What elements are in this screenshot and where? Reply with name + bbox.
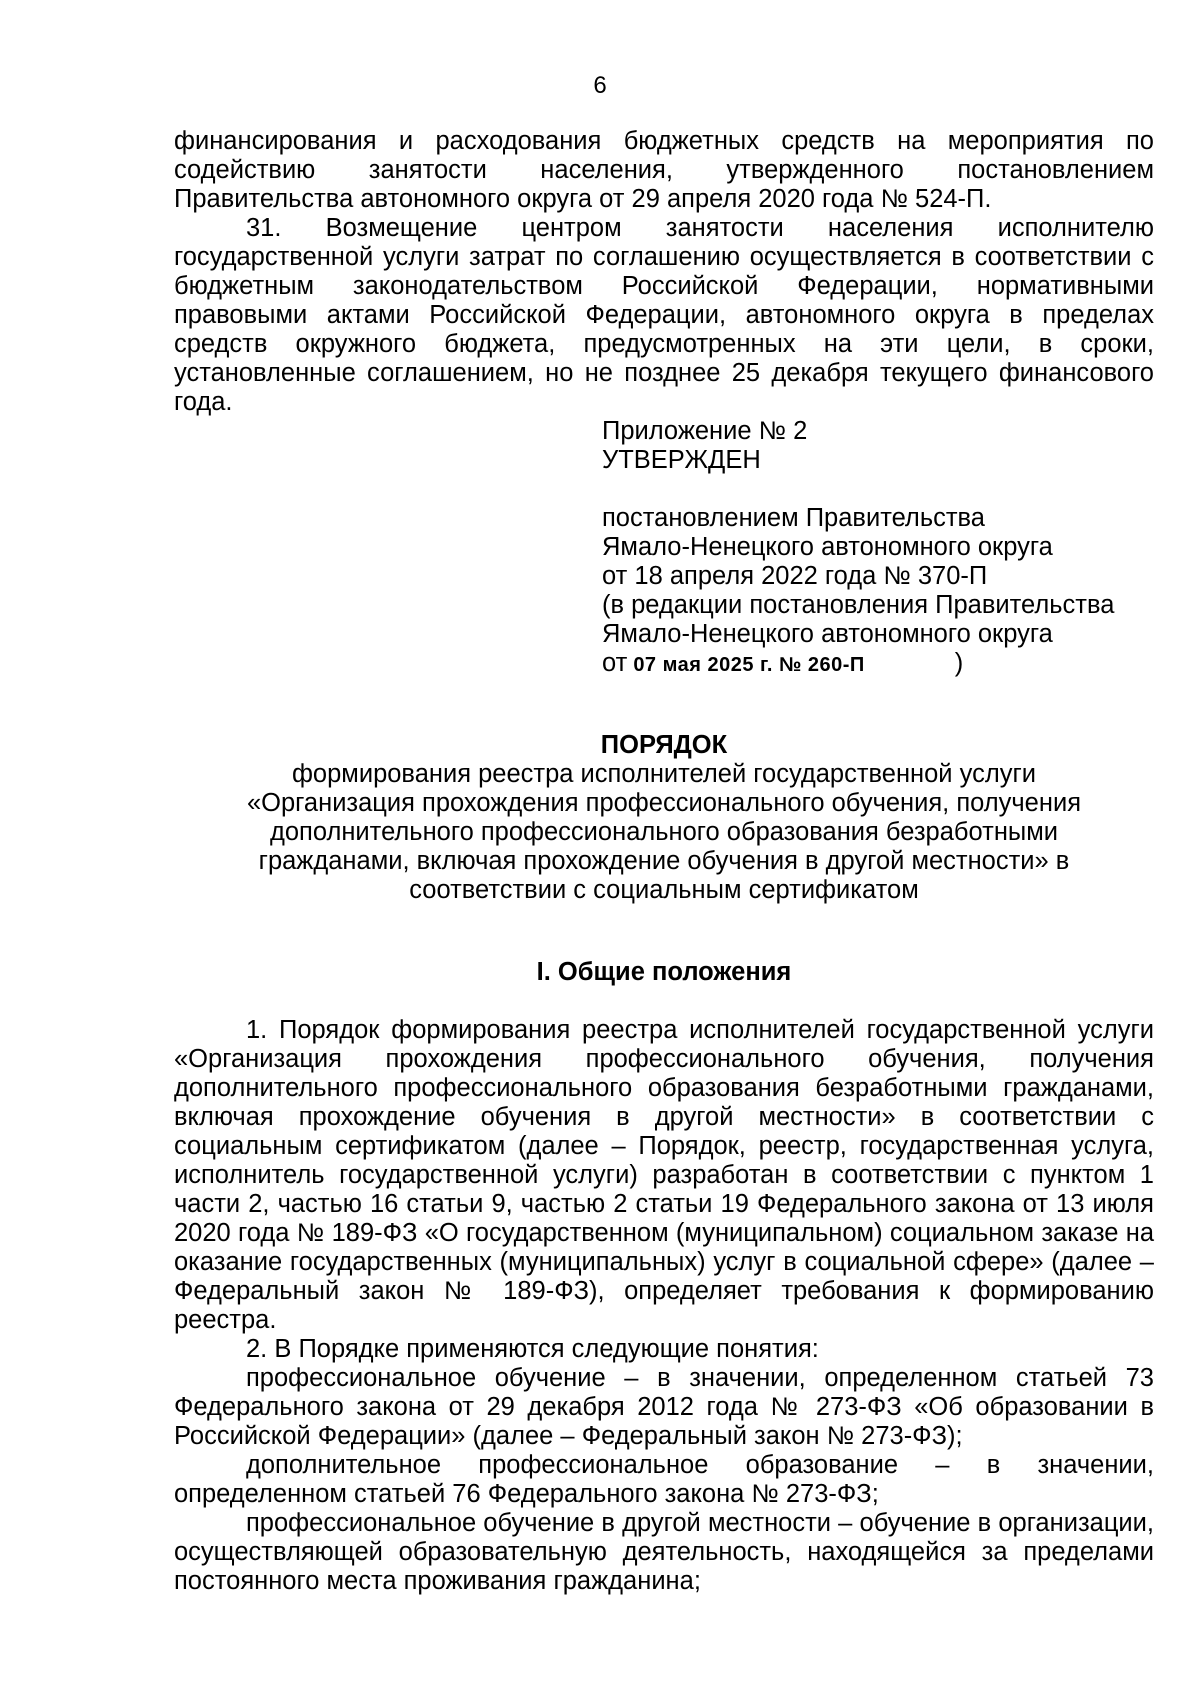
section-paragraph-2: 2. В Порядке применяются следующие понятия: xyxy=(246,1335,819,1363)
section-paragraph-4: дополнительное профессиональное образование – в значении, определенном статьей 76 Федерального закона № 273-ФЗ; xyxy=(174,1451,1154,1508)
approval-line-5: Ямало-Ненецкого автономного округа xyxy=(602,620,1053,648)
title-heading: ПОРЯДОК xyxy=(600,731,728,759)
section-paragraph-1: 1. Порядок формирования реестра исполнителей государственной услуги «Организация прохождения профессионального обучения, получения дополнительного профессионального образования безработными гражданами, включая прохождение обучения в другой местности» в соответствии с социальным сертификатом (далее – Порядок, реестр, государственная услуга, исполнитель государственной услуги) разработан в соответствии с пунктом 1 части 2, частью 16 статьи 9, частью 2 статьи 19 Федерального закона от 13 июля 2020 года № 189-ФЗ «О государственном (муниципальном) социальном заказе на оказание государственных (муниципальных) услуг в социальной сфере» (далее – Федеральный закон № 189-ФЗ), определяет требования к формированию реестра. xyxy=(174,1016,1154,1334)
approval-line-1: постановлением Правительства xyxy=(602,504,985,532)
section-text xyxy=(174,1016,1154,1596)
section-title: I. Общие положения xyxy=(536,958,792,986)
page-number: 6 xyxy=(593,72,607,99)
title-line-2: «Организация прохождения профессионального обучения, получения xyxy=(246,789,1082,817)
approved-label: УТВЕРЖДЕН xyxy=(602,446,761,474)
intro-text xyxy=(174,127,1154,417)
approval-line-6 xyxy=(602,649,1182,680)
approval-line-2: Ямало-Ненецкого автономного округа xyxy=(602,533,1053,561)
section-paragraph-5: профессиональное обучение в другой местности – обучение в организации, осуществляющей образовательную деятельность, находящейся за пределами постоянного места проживания гражданина; xyxy=(174,1509,1154,1595)
title-line-4: гражданами, включая прохождение обучения в другой местности» в xyxy=(258,847,1070,875)
approval-line-3: от 18 апреля 2022 года № 370-П xyxy=(602,562,988,590)
registration-stamp: 07 мая 2025 г. № 260-П xyxy=(633,654,865,676)
document-title xyxy=(174,731,1154,905)
appendix-label: Приложение № 2 xyxy=(602,417,808,445)
approval-date-prefix: от xyxy=(602,649,628,677)
approval-close-paren: ) xyxy=(954,649,964,677)
title-line-3: дополнительного профессионального образования безработными xyxy=(269,818,1059,846)
intro-paragraph-1: финансирования и расходования бюджетных средств на мероприятия по содействию занятости населения, утвержденного постановлением Правительства автономного округа от 29 апреля 2020 года № 524-П. xyxy=(174,127,1154,213)
title-line-1: формирования реестра исполнителей государственной услуги xyxy=(291,760,1037,788)
approval-block xyxy=(602,417,1182,680)
section-paragraph-3: профессиональное обучение – в значении, определенном статьей 73 Федерального закона от 29 декабря 2012 года № 273-ФЗ «Об образовании в Российской Федерации» (далее – Федеральный закон № 273-ФЗ); xyxy=(174,1364,1154,1450)
intro-paragraph-2: 31. Возмещение центром занятости населения исполнителю государственной услуги затрат по соглашению осуществляется в соответствии с бюджетным законодательством Российской Федерации, нормативными правовыми актами Российской Федерации, автономного округа в пределах средств окружного бюджета, предусмотренных на эти цели, в сроки, установленные соглашением, но не позднее 25 декабря текущего финансового года. xyxy=(174,214,1154,416)
approval-line-4: (в редакции постановления Правительства xyxy=(602,591,1115,619)
title-line-5: соответствии с социальным сертификатом xyxy=(409,876,919,904)
